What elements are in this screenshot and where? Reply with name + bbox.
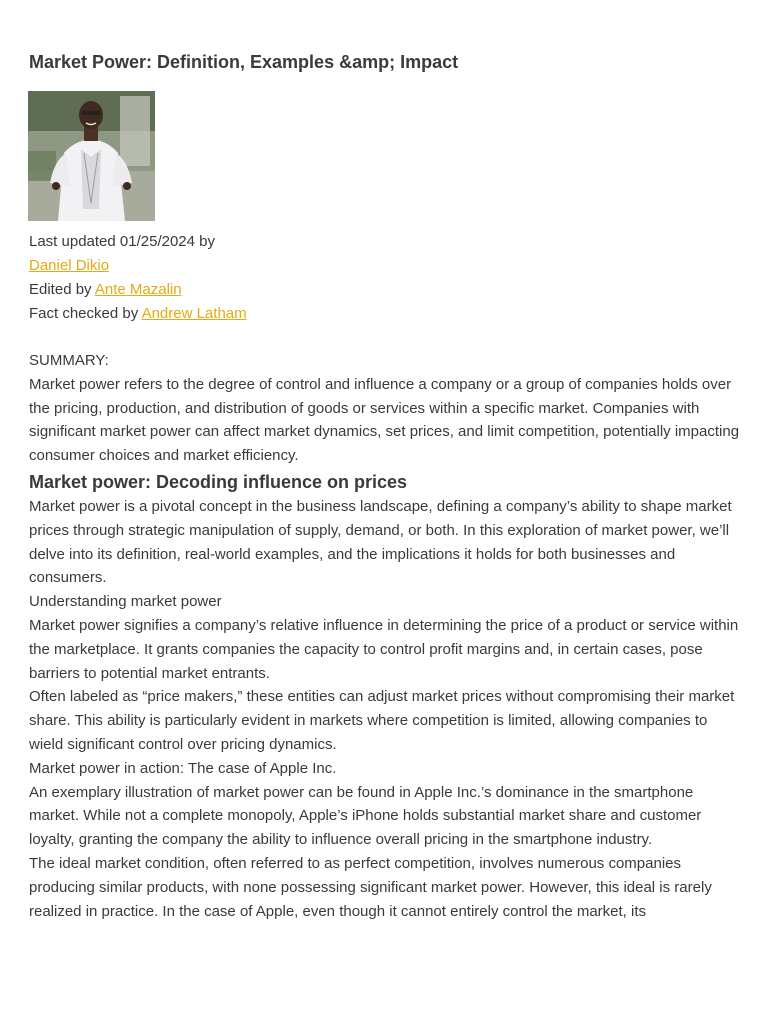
paragraph-price-makers: Often labeled as “price makers,” these entities can adjust market prices without compromising their market share. This ability is particularly evident in markets where competition is limited, allowing companies to wield significant control over pricing dynamics.	[29, 688, 735, 753]
subheading-apple: Market power in action: The case of Apple Inc.	[29, 759, 337, 777]
summary-label: SUMMARY:	[29, 352, 109, 369]
paragraph-intro: Market power is a pivotal concept in the business landscape, defining a company’s ability to shape market prices through strategic manipulation of supply, demand, or both. In this exploration of market power, we’ll delve into its definition, real-world examples, and the implications it holds for both businesses and consumers.	[29, 497, 732, 587]
paragraph-apple: An exemplary illustration of market power can be found in Apple Inc.’s dominance in the smartphone market. While not a complete monopoly, Apple’s iPhone holds substantial market share and customer loyalty, granting the company the ability to influence overall pricing in the smartphone industry.	[29, 783, 702, 849]
editor-link[interactable]: Ante Mazalin	[94, 281, 182, 298]
summary-text: Market power refers to the degree of control and influence a company or a group of companies holds over the pricing, production, and distribution of goods or services within a specific market. Companies with significant market power can affect market dynamics, set prices, and limit competition, potentially impacting consumer choices and market efficiency.	[29, 375, 740, 465]
article-content	[29, 349, 741, 923]
author-line	[29, 254, 247, 278]
last-updated-text: Last updated 01/25/2024 by	[29, 233, 215, 250]
fact-checker-link[interactable]: Andrew Latham	[141, 305, 247, 322]
subheading-understanding: Understanding market power	[29, 593, 222, 611]
author-photo	[28, 91, 155, 221]
author-link[interactable]: Daniel Dikio	[29, 257, 110, 274]
paragraph-perfect-competition: The ideal market condition, often referred to as perfect competition, involves numerous companies producing similar products, with none possessing significant market power. However, this ideal is rarely realized in practice. In the case of Apple, even though it cannot entirely control the market, its	[29, 854, 712, 920]
author-photo-illustration	[28, 91, 155, 221]
last-updated-line	[29, 230, 247, 254]
paragraph-definition: Market power signifies a company’s relative influence in determining the price of a product or service within the marketplace. It grants companies the capacity to control profit margins and, in certain cases, pose barriers to potential market entrants.	[29, 616, 739, 682]
article-meta	[29, 230, 247, 326]
article-title: Market Power: Definition, Examples &amp; Impact	[29, 52, 459, 72]
edited-by-label: Edited by	[29, 281, 92, 298]
fact-checked-by-label: Fact checked by	[29, 305, 139, 322]
editor-line	[29, 278, 247, 302]
section-heading: Market power: Decoding influence on prices	[29, 471, 408, 492]
fact-checker-line	[29, 302, 247, 326]
